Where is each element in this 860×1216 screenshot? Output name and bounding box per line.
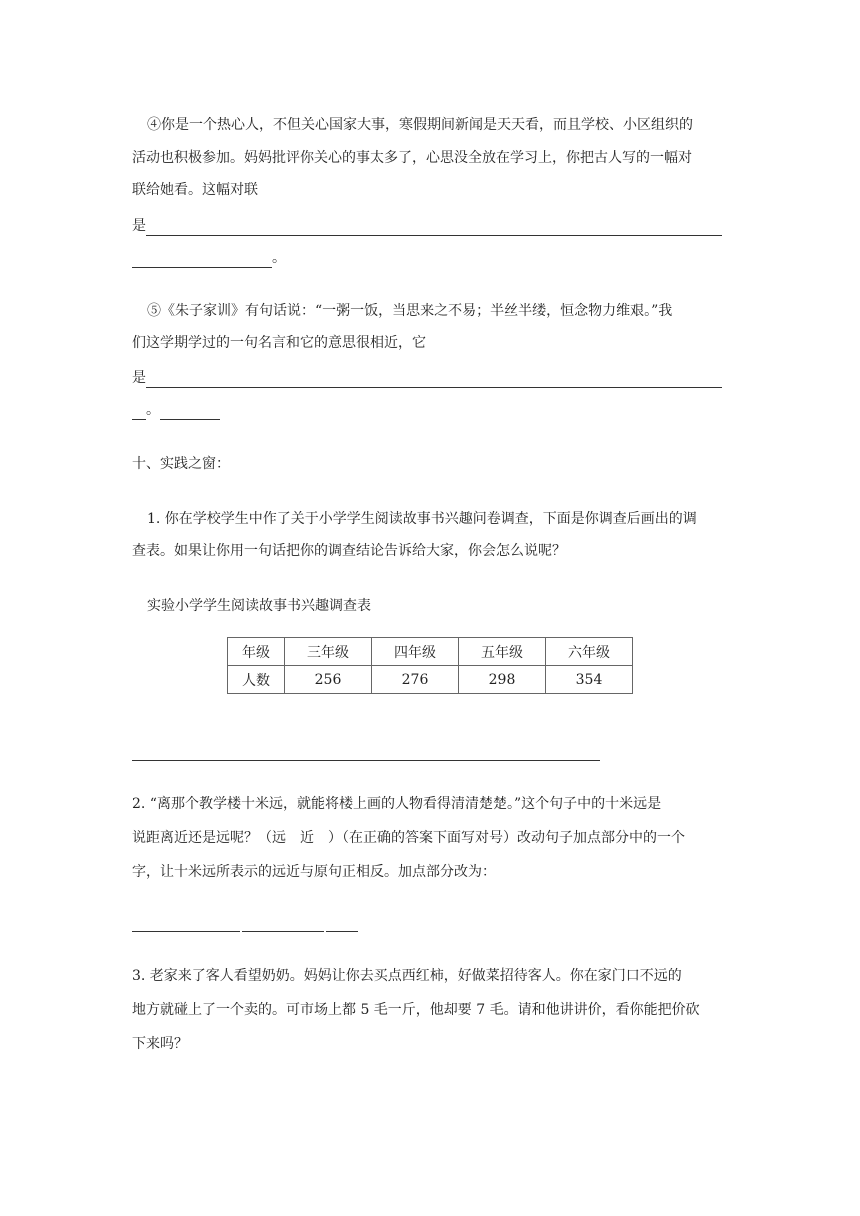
- table-cell: 256: [285, 666, 372, 694]
- table-cell: 年级: [228, 638, 285, 666]
- q1-answer-blank[interactable]: [132, 760, 600, 761]
- answer-blank[interactable]: [132, 253, 272, 268]
- answer-prefix: 是: [132, 370, 146, 386]
- table-title: 实验小学学生阅读故事书兴趣调查表: [147, 598, 371, 614]
- table-cell: 五年级: [459, 638, 546, 666]
- q3-line3: 下来吗？: [132, 1036, 188, 1052]
- answer-blank[interactable]: [160, 405, 220, 420]
- answer-end: 。: [272, 250, 286, 266]
- q2-answer-blank[interactable]: [326, 931, 358, 932]
- table-row: [228, 666, 633, 694]
- q2-line1: 2. “离那个教学楼十米远，就能将楼上画的人物看得清清楚楚。”这个句子中的十米远是: [132, 796, 662, 812]
- item5-line1: ⑤《朱子家训》有句话说：“一粥一饭，当思来之不易；半丝半缕，恒念物力维艰。”我: [147, 303, 673, 319]
- q2-line2: 说距离近还是远呢？（远 近 ）（在正确的答案下面写对号）改动句子加点部分中的一个: [132, 830, 685, 846]
- q1-line2: 查表。如果让你用一句话把你的调查结论告诉给大家，你会怎么说呢？: [132, 543, 566, 559]
- section-heading: 十、实践之窗：: [132, 456, 230, 472]
- item5-answer-line[interactable]: [132, 368, 722, 388]
- table-cell: 三年级: [285, 638, 372, 666]
- q3-line2: 地方就碰上了一个卖的。可市场上都 5 毛一斤，他却要 7 毛。请和他讲讲价，看你能把价砍: [132, 1002, 700, 1018]
- q2-line3: 字，让十米远所表示的远近与原句正相反。加点部分改为：: [132, 864, 496, 880]
- table-cell: 人数: [228, 666, 285, 694]
- answer-end: 。: [146, 402, 160, 418]
- answer-blank[interactable]: [146, 373, 722, 388]
- answer-blank[interactable]: [132, 405, 146, 420]
- item4-line3: 联给她看。这幅对联: [132, 182, 258, 198]
- q2-answer-blank[interactable]: [132, 931, 240, 932]
- table-cell: 六年级: [546, 638, 633, 666]
- q3-line1: 3. 老家来了客人看望奶奶。妈妈让你去买点西红柿，好做菜招待客人。你在家门口不远的: [132, 968, 682, 984]
- table-cell: 276: [372, 666, 459, 694]
- item5-line2: 们这学期学过的一句名言和它的意思很相近，它: [132, 335, 426, 351]
- table-cell: 四年级: [372, 638, 459, 666]
- item5-answer-line-2[interactable]: [132, 400, 220, 420]
- item4-line1: ④你是一个热心人，不但关心国家大事，寒假期间新闻是天天看，而且学校、小区组织的: [147, 117, 693, 133]
- item4-line2: 活动也积极参加。妈妈批评你关心的事太多了，心思没全放在学习上，你把古人写的一幅对: [132, 150, 692, 166]
- answer-prefix: 是: [132, 218, 146, 234]
- item4-answer-line-2[interactable]: [132, 248, 286, 268]
- table-cell: 354: [546, 666, 633, 694]
- table-row: [228, 638, 633, 666]
- q2-answer-blank[interactable]: [242, 931, 324, 932]
- q1-line1: 1. 你在学校学生中作了关于小学学生阅读故事书兴趣问卷调查，下面是你调查后画出的调: [147, 511, 697, 527]
- table-cell: 298: [459, 666, 546, 694]
- survey-table: [227, 637, 633, 694]
- answer-blank[interactable]: [146, 221, 722, 236]
- item4-answer-line[interactable]: [132, 216, 722, 236]
